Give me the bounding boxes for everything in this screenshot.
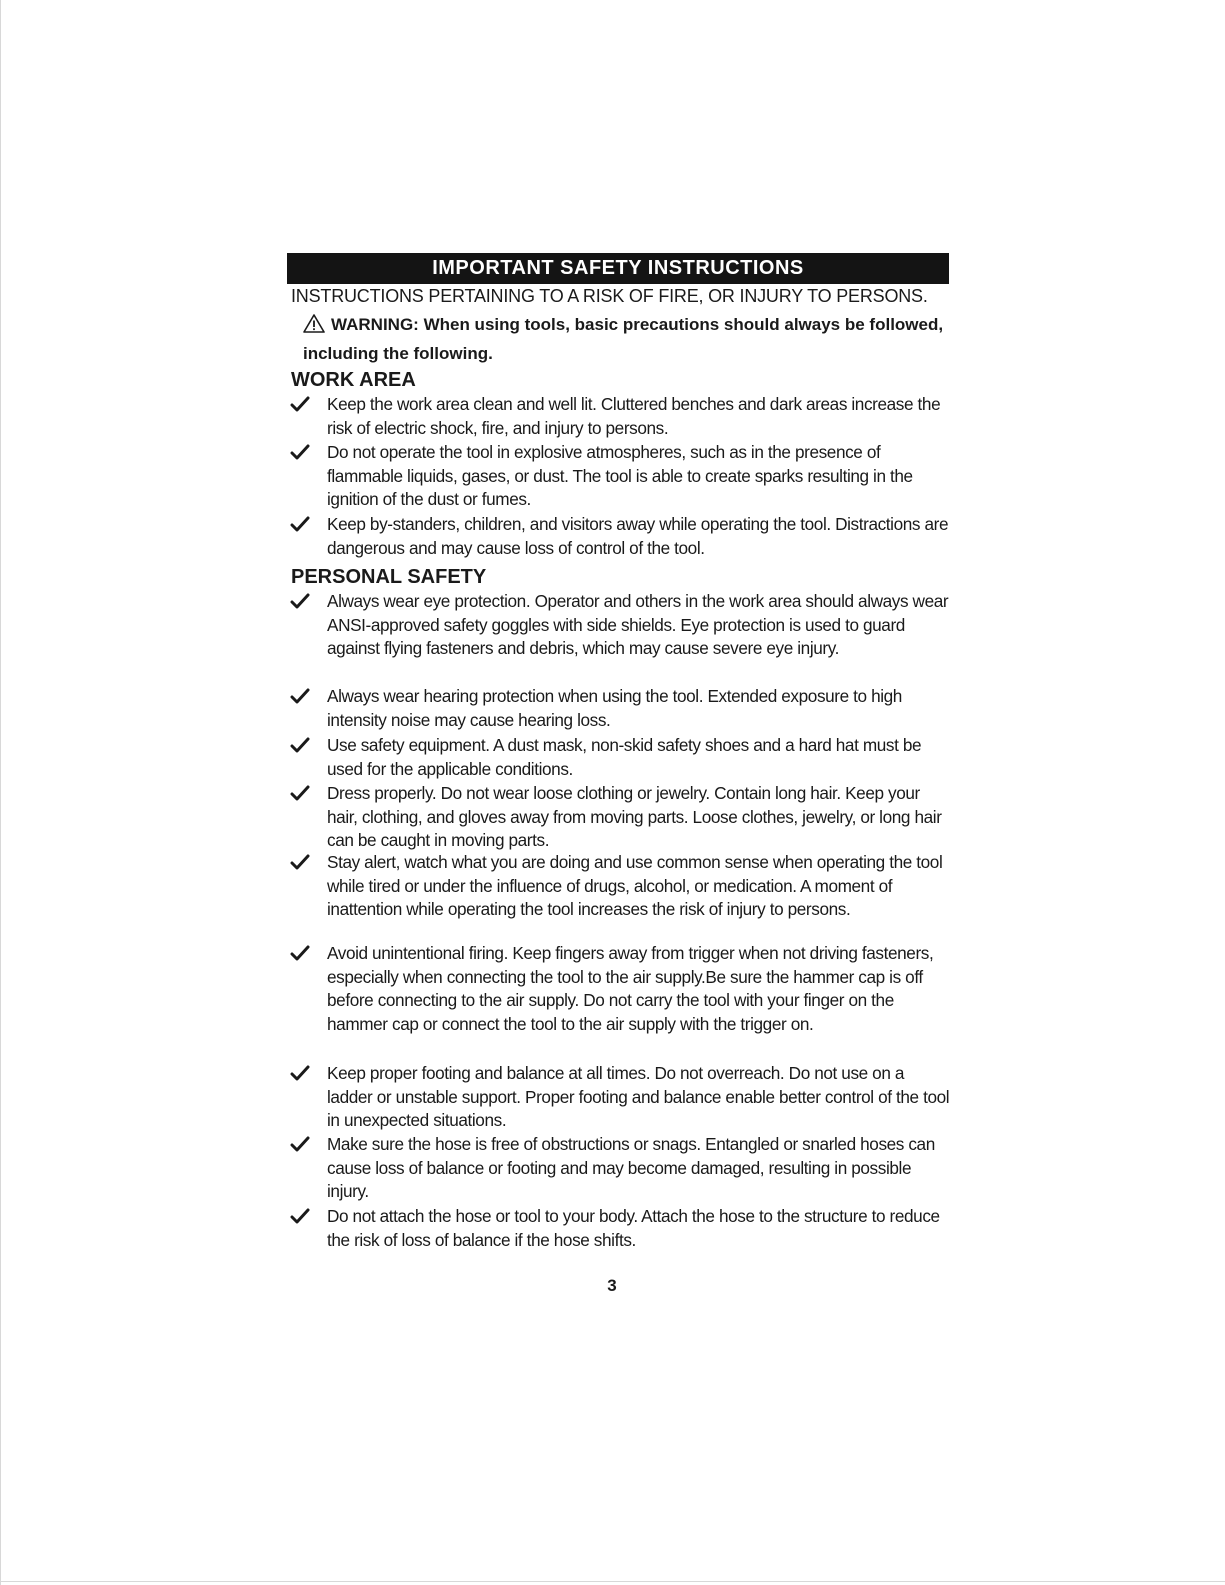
checkmark-icon [290,854,310,870]
checkmark-icon [290,593,310,609]
warning-label: WARNING: [331,315,419,334]
list-item-text: Keep by-standers, children, and visitors away while operating the tool. Distractions are dangerous and may cause loss of control of the tool. [327,514,949,558]
safety-banner: IMPORTANT SAFETY INSTRUCTIONS [287,253,949,284]
scan-edge-bottom [0,1581,1225,1582]
checkmark-icon [290,737,310,753]
list-item-text: Always wear hearing protection when using the tool. Extended exposure to high intensity noise may cause hearing loss. [327,686,902,730]
warning-notice [303,312,953,367]
warning-text: When using tools, basic precautions should always be followed, including the following. [303,315,944,363]
list-item-text: Do not attach the hose or tool to your body. Attach the hose to the structure to reduce the risk of loss of balance if the hose shifts. [327,1206,940,1250]
list-item-text: Make sure the hose is free of obstructions or snags. Entangled or snarled hoses can cause loss of balance or footing and may become damaged, resulting in possible injury. [327,1134,935,1202]
section-title-personal-safety: PERSONAL SAFETY [291,566,487,588]
list-item-text: Use safety equipment. A dust mask, non-skid safety shoes and a hard hat must be used for the applicable conditions. [327,735,922,779]
scan-edge-left [0,0,1,1585]
checkmark-icon [290,688,310,704]
list-item-text: Do not operate the tool in explosive atmospheres, such as in the presence of flammable liquids, gases, or dust. The tool is able to create sparks resulting in the ignition of the dust or fumes. [327,442,913,510]
list-item-text: Dress properly. Do not wear loose clothing or jewelry. Contain long hair. Keep your hair, clothing, and gloves away from moving parts. Loose clothes, jewelry, or long hair can be caught in moving parts. [327,783,942,851]
list-item-text: Always wear eye protection. Operator and others in the work area should always wear ANSI-approved safety goggles with side shields. Eye protection is used to guard against flying fasteners and debris, which may cause severe eye injury. [327,591,949,659]
warning-triangle-icon [303,314,325,341]
section-title-work-area: WORK AREA [291,369,416,391]
list-item-text: Keep the work area clean and well lit. Cluttered benches and dark areas increase the risk of electric shock, fire, and injury to persons. [327,394,941,438]
list-item-text: Stay alert, watch what you are doing and use common sense when operating the tool while tired or under the influence of drugs, alcohol, or medication. A moment of inattention while operating the tool increases the risk of injury to persons. [327,852,943,920]
subtitle: INSTRUCTIONS PERTAINING TO A RISK OF FIRE, OR INJURY TO PERSONS. [291,286,928,306]
checkmark-icon [290,1065,310,1081]
checkmark-icon [290,396,310,412]
checkmark-icon [290,945,310,961]
page-number: 3 [607,1276,617,1295]
list-item-text: Avoid unintentional firing. Keep fingers away from trigger when not driving fasteners, especially when connecting the tool to the air supply.Be sure the hammer cap is off before connecting to the air supply. Do not carry the tool with your finger on the hammer cap or connect the tool to the air supply with the trigger on. [327,943,934,1034]
checkmark-icon [290,516,310,532]
checkmark-icon [290,1208,310,1224]
checkmark-icon [290,1136,310,1152]
checkmark-icon [290,444,310,460]
checkmark-icon [290,785,310,801]
list-item-text: Keep proper footing and balance at all times. Do not overreach. Do not use on a ladder or unstable support. Proper footing and balance enable better control of the tool in unexpected situations. [327,1063,950,1131]
